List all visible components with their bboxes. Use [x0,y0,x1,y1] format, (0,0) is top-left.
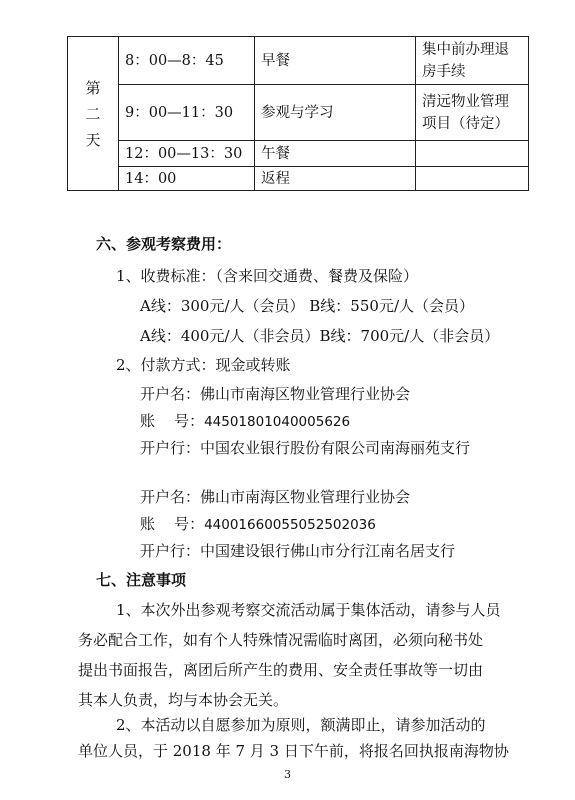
time-cell: 14：00 [119,167,255,191]
payment-method: 2、付款方式：现金或转账 [116,356,291,374]
day-char: 天 [85,130,101,149]
account1-name-row [140,383,410,404]
section7-heading: 七、注意事项 [96,571,187,589]
account2-number-row [140,513,376,534]
activity-cell: 早餐 [255,37,416,85]
account-name: 佛山市南海区物业管理行业协会 [200,385,411,403]
bank-label: 开户行： [140,439,201,457]
table-row [68,37,529,85]
account-name-label: 开户名： [140,385,201,403]
table-row [68,167,529,191]
fee-line-nonmember: A线：400元/人（非会员）B线：700元/人（非会员） [140,327,500,345]
section6-heading: 六、参观考察费用： [96,235,232,253]
note-line: 集中前办理退 [422,41,509,58]
notice-para1-line: 1、本次外出参观考察交流活动属于集体活动，请参与人员 [116,601,501,619]
table-row [68,85,529,141]
day-char: 第 [85,78,101,97]
account1-bank-row [140,437,470,458]
account2-bank-row [140,540,455,561]
note-line: 清远物业管理 [422,93,509,110]
notice-para2-line: 2、本活动以自愿参加为原则，额满即止，请参加活动的 [116,716,486,734]
account-number: 44001660055052502036 [204,517,376,533]
note-cell [416,37,529,85]
note-line: 房手续 [422,63,466,80]
account-name-label: 开户名： [140,488,201,506]
bank-label: 开户行： [140,542,201,560]
fee-line-member: A线：300元/人（会员） B线：550元/人（会员） [140,297,474,315]
note-line: 项目（待定） [422,115,509,132]
bank-name: 中国建设银行佛山市分行江南名居支行 [200,542,456,560]
day-cell [68,37,119,191]
page-number: 3 [284,768,291,781]
account-name: 佛山市南海区物业管理行业协会 [200,488,411,506]
table-row [68,141,529,167]
time-cell: 9：00—11：30 [119,85,255,141]
account1-number-row [140,410,350,431]
time-cell: 8：00—8：45 [119,37,255,85]
time-cell: 12：00—13：30 [119,141,255,167]
activity-cell: 返程 [255,167,416,191]
account-number: 44501801040005626 [204,414,351,430]
account-number-label: 账 号： [140,412,205,430]
notice-para1-line: 其本人负责，均与本协会无关。 [78,691,289,709]
note-cell [416,167,529,191]
account-number-label: 账 号： [140,515,205,533]
note-cell [416,85,529,141]
schedule-table [67,36,529,191]
notice-para2-line: 单位人员，于 2018 年 7 月 3 日下午前，将报名回执报南海物协 [78,742,509,760]
fee-standard: 1、收费标准：（含来回交通费、餐费及保险） [116,267,419,285]
day-char: 二 [85,104,101,123]
activity-cell: 参观与学习 [255,85,416,141]
activity-cell: 午餐 [255,141,416,167]
bank-name: 中国农业银行股份有限公司南海丽苑支行 [200,439,471,457]
notice-para1-line: 提出书面报告，离团后所产生的费用、安全责任事故等一切由 [78,661,484,679]
notice-para1-line: 务必配合工作，如有个人特殊情况需临时离团，必须向秘书处 [78,631,484,649]
account2-name-row [140,486,410,507]
note-cell [416,141,529,167]
